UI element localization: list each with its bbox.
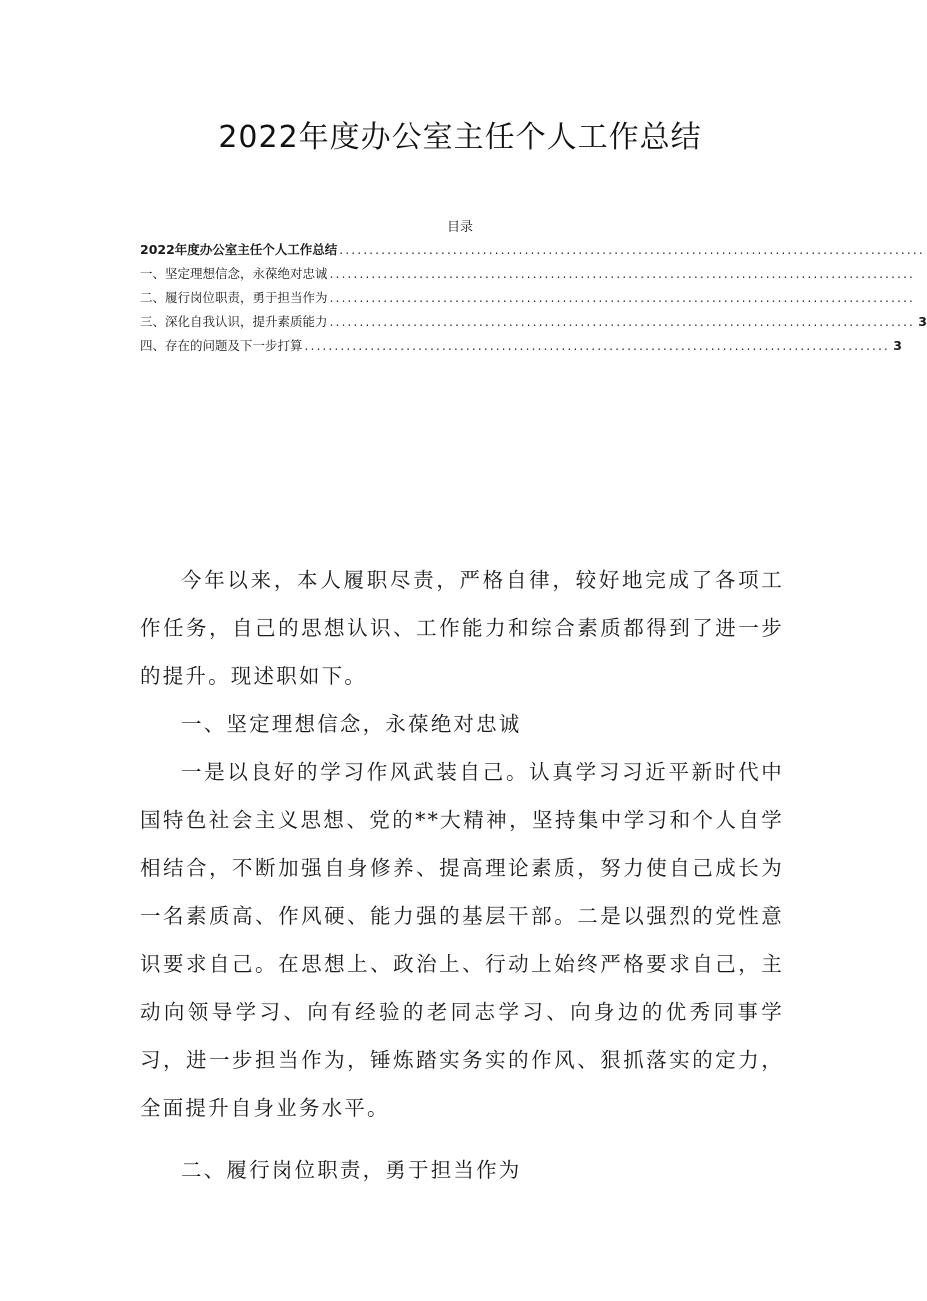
toc-entry-label: 四、存在的问题及下一步打算 — [140, 338, 303, 353]
toc-entry-label: 三、深化自我认识，提升素质能力 — [140, 314, 328, 329]
toc-entry-page: 3 — [918, 314, 927, 329]
toc-leader-dots: .................................................................................................. — [329, 314, 915, 329]
toc-entry-label: 二、履行岗位职责，勇于担当作为 — [140, 290, 328, 305]
toc-entry[interactable] — [140, 240, 925, 264]
toc-entry[interactable] — [140, 264, 915, 288]
toc-entry-label: 2022年度办公室主任个人工作总结 — [140, 242, 338, 257]
section-paragraph: 一是以良好的学习作风武装自己。认真学习习近平新时代中国特色社会主义思想、党的**大精神，坚持集中学习和个人自学相结合，不断加强自身修养、提高理论素质，努力使自己成长为一名素质高、作风硬、能力强的基层干部。二是以强烈的党性意识要求自己。在思想上、政治上、行动上始终严格要求自己，主动向领导学习、向有经验的老同志学习、向身边的优秀同事学习，进一步担当作为，锤炼踏实务实的作风、狠抓落实的定力，全面提升自身业务水平。 — [140, 760, 784, 1120]
toc-leader-dots: .................................................................................................. — [304, 338, 890, 353]
toc-entry-page: 3 — [893, 338, 902, 353]
document-title: 2022年度办公室主任个人工作总结 — [218, 120, 702, 155]
toc-heading: 目录 — [446, 220, 473, 235]
toc-entry[interactable] — [140, 312, 927, 336]
toc-leader-dots: .................................................................................................. — [339, 242, 925, 257]
toc-entry[interactable] — [140, 336, 902, 360]
section-heading: 二、履行岗位职责，勇于担当作为 — [181, 1158, 522, 1182]
intro-paragraph: 今年以来，本人履职尽责，严格自律，较好地完成了各项工作任务，自己的思想认识、工作能力和综合素质都得到了进一步的提升。现述职如下。 — [140, 568, 784, 688]
document-body — [140, 556, 784, 1194]
table-of-contents — [140, 240, 927, 360]
section-heading: 一、坚定理想信念，永葆绝对忠诚 — [181, 712, 522, 736]
toc-entry-label: 一、坚定理想信念，永葆绝对忠诚 — [140, 266, 328, 281]
toc-leader-dots: .................................................................................................. — [329, 266, 915, 281]
toc-entry[interactable] — [140, 288, 915, 312]
toc-leader-dots: .................................................................................................. — [329, 290, 915, 305]
